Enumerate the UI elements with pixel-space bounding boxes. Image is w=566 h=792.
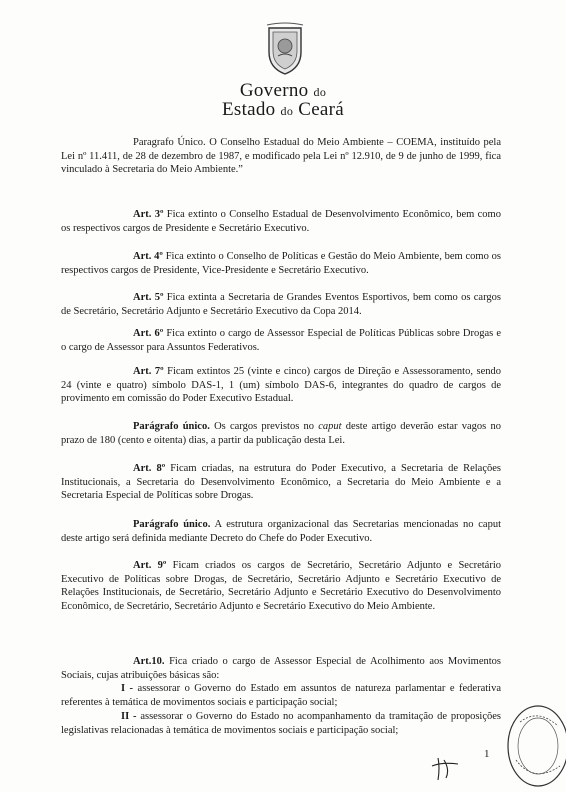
article-10-item-1 [61,682,501,709]
paragraph-unico-2-label: Parágrafo único. [133,519,211,530]
page-number: 1 [484,748,490,760]
article-6-label: Art. 6º [133,328,164,339]
article-4-text: Fica extinto o Conselho de Políticas e Gestão do Meio Ambiente, bem como os respectivos cargos de Presidente, Vice-Presidente e Secretário Executivo. [61,251,501,276]
article-5-text: Fica extinta a Secretaria de Grandes Eventos Esportivos, bem como os cargos de Secretário, Secretário Adjunto e Secretário Executivo da Copa 2014. [61,292,501,317]
article-10-item-2 [61,710,501,737]
article-10-item-1-label: I - [121,683,134,694]
paragraph-unico-2 [61,518,501,545]
coat-of-arms-icon [265,22,305,76]
article-10-text: Fica criado o cargo de Assessor Especial de Acolhimento aos Movimentos Sociais, cujas atribuições básicas são: [61,656,501,681]
article-3-text: Fica extinto o Conselho Estadual de Desenvolvimento Econômico, bem como os respectivos cargos de Presidente e Secretário Executivo. [61,209,501,234]
article-5 [61,291,501,318]
article-9 [61,559,501,613]
article-6-text: Fica extinto o cargo de Assessor Especial de Políticas Públicas sobre Drogas e o cargo de Assessor para Assuntos Federativos. [61,328,501,353]
header-word-ceara: Ceará [298,99,345,120]
paragraph-unico-coema: Paragrafo Único. O Conselho Estadual do Meio Ambiente – COEMA, instituído pela Lei nº 11.411, de 28 de dezembro de 1987, e modificado pela Lei nº 12.910, de 9 de junho de 1999, fica vinculado à Secretaria do Meio Ambiente.” [61,137,501,175]
header-word-estado: Estado [221,99,276,120]
paragraph-unico-1-label: Parágrafo único. [133,421,210,432]
article-4-label: Art. 4º [133,251,163,262]
article-7 [61,365,501,406]
paragraph-unico-1-text-b: deste artigo deverão estar vagos no prazo de 180 (cento e oitenta) dias, a partir da publicação desta Lei. [61,421,501,446]
header-word-governo: Governo [239,80,309,101]
article-4 [61,250,501,277]
article-3 [61,208,501,235]
article-10-label: Art.10. [133,656,165,667]
article-6 [61,327,501,354]
article-8 [61,462,501,503]
paragraph-unico-1-text-a: Os cargos previstos no [209,421,319,432]
header-word-do: do [313,85,327,99]
header-word-do-2: do [280,104,294,118]
article-9-text: Ficam criados os cargos de Secretário, Secretário Adjunto e Secretário Executivo de Políticas sobre Drogas, de Secretário, Secretário Adjunto e Secretário Executivo de Relações Institucionais, de Secretário, Secretário Adjunto e Secretário Executivo do Desenvolvimento Econômico, de Secretário, Secretário Adjunto e Secretário Executivo do Meio Ambiente. [61,560,501,612]
article-5-label: Art. 5º [133,292,164,303]
article-10-item-2-label: II - [121,711,137,722]
article-8-label: Art. 8º [133,463,166,474]
header-line-2 [0,99,566,121]
article-10 [61,655,501,682]
article-9-label: Art. 9º [133,560,167,571]
article-3-label: Art. 3º [133,209,164,220]
signature-initial-icon [428,752,464,784]
article-8-text: Ficam criadas, na estrutura do Poder Executivo, a Secretaria de Relações Institucionais, a Secretaria do Desenvolvimento Econômico, a Secretaria do Meio Ambiente e a Secretaria Especial de Políticas sobre Drogas. [61,463,501,501]
article-7-text: Ficam extintos 25 (vinte e cinco) cargos de Direção e Assessoramento, sendo 24 (vinte e quatro) símbolo DAS-1, 1 (um) símbolo DAS-6, integrantes do quadro de cargos de provimento em comissão do Poder Executivo Estadual. [61,366,501,404]
article-7-label: Art. 7º [133,366,164,377]
paragraph-unico-2-text: A estrutura organizacional das Secretarias mencionadas no caput deste artigo será definida mediante Decreto do Chefe do Poder Executivo. [61,519,501,544]
paragraph-unico-1 [61,420,501,447]
caput-italic: caput [318,421,342,432]
procuradoria-stamp-icon [498,700,566,788]
article-10-item-1-text: assessorar o Governo do Estado em assuntos de natureza parlamentar e federativa referentes à temática de movimentos sociais e participação social; [61,683,501,708]
article-10-item-2-text: assessorar o Governo do Estado no acompanhamento da tramitação de proposições legislativas relacionadas à temática de movimentos sociais e participação social; [61,711,501,736]
